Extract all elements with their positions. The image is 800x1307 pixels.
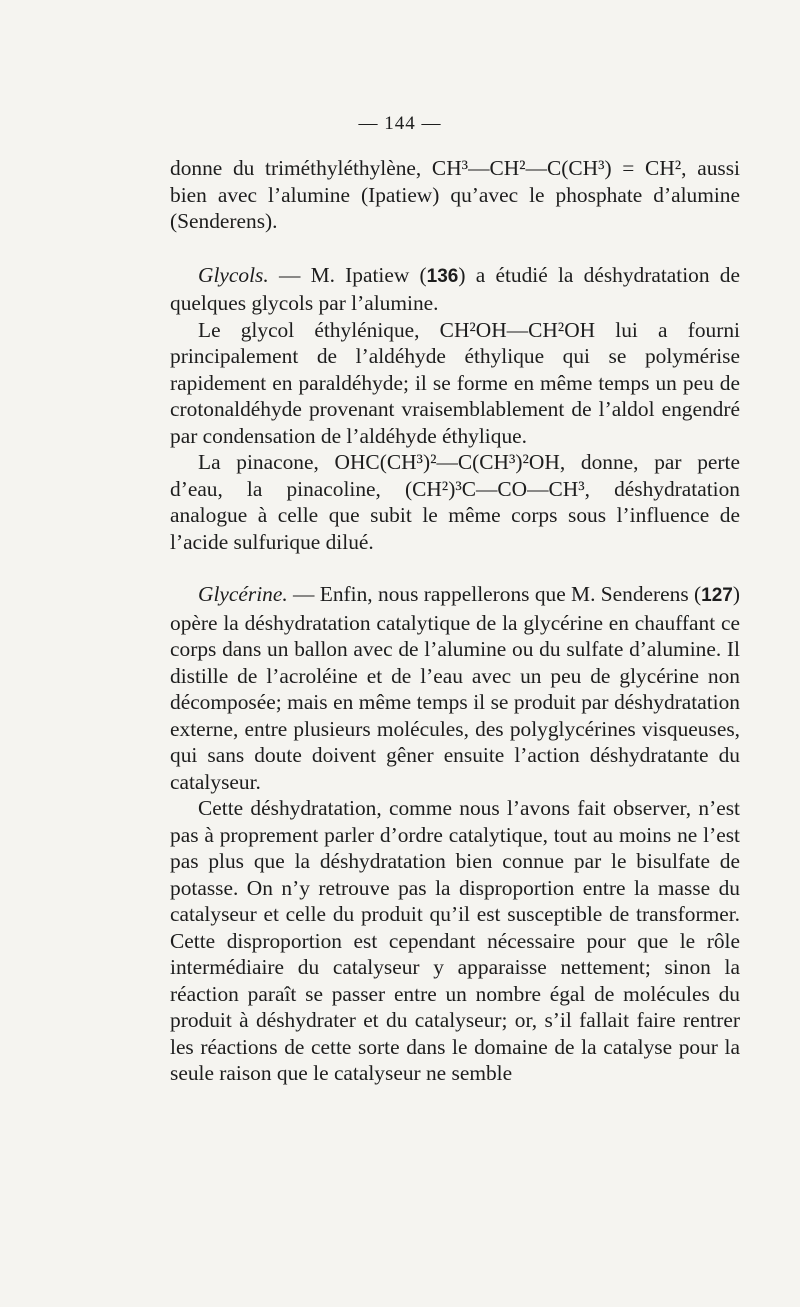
paragraph-glycol-ethylenique: Le glycol éthylénique, CH²OH—CH²OH lui a fourni principalement de l’aldéhyde éthylique qui se polymérise rapidement en paraldéhyde; il se forme en même temps un peu de crotonaldéhyde provenant vraisemblablement de l’aldol engendré par condensation de l’aldéhyde éthylique. bbox=[170, 317, 740, 448]
paragraph-pinacone: La pinacone, OHC(CH³)²—C(CH³)²OH, donne, par perte d’eau, la pinacoline, (CH²)³C—CO—CH³, déshydratation analogue à celle que subit le même corps sous l’influence de l’acide sulfurique dilué. bbox=[170, 450, 740, 554]
paragraph-deshydratation: Cette déshydratation, comme nous l’avons fait observer, n’est pas à proprement parler d’ordre catalytique, tout au moins ne l’est pas plus que la déshydratation bien connue par le bisulfate de potasse. On n’y retrouve pas la disproportion entre la masse du catalyseur et celle du produit qu’il est susceptible de transformer. Cette disproportion est cependant nécessaire pour que le rôle intermédiaire du catalyseur y apparaisse nettement; sinon la réaction paraît se passer entre un nombre égal de molécules du produit à déshydrater et du catalyseur; or, s’il fallait faire rentrer les réactions de cette sorte dans le domaine de la catalyse pour la seule raison que le catalyseur ne semble bbox=[170, 796, 740, 1085]
paragraph-continuation: donne du triméthyléthylène, CH³—CH²—C(CH³) = CH², aussi bien avec l’alumine (Ipatiew) qu’avec le phosphate d’alumine (Senderens). bbox=[170, 156, 740, 233]
glycols-text-a: — M. Ipatiew ( bbox=[268, 262, 427, 287]
glycerine-text-b: ) opère la déshydratation catalytique de la glycérine en chauffant ce corps dans un ballon avec de l’alumine ou du sulfate d’alumine. Il distille de l’acroléine et de l’eau avec un peu de glycérine non décomposée; mais en même temps il se produit par déshydratation externe, entre plusieurs molécules, des polyglycérines visqueuses, qui sans doute doivent gêner ensuite l’action déshydratante du catalyseur. bbox=[170, 582, 740, 794]
section-heading-glycerine: Glycérine. bbox=[198, 582, 288, 606]
reference-number: 127 bbox=[701, 585, 733, 606]
paragraph-glycols bbox=[170, 262, 740, 317]
page-number: — 144 — bbox=[358, 113, 442, 134]
paragraph-glycerine bbox=[170, 581, 740, 795]
section-heading-glycols: Glycols. bbox=[198, 262, 269, 287]
section-spacer bbox=[170, 555, 740, 581]
glycols-text-b: ) a étudié la déshydratation de quelques glycols par l’alumine. bbox=[170, 262, 740, 315]
body-text bbox=[170, 155, 740, 1087]
section-spacer bbox=[170, 235, 740, 262]
reference-number: 136 bbox=[426, 265, 459, 287]
glycerine-text-a: — Enfin, nous rappellerons que M. Senderens ( bbox=[287, 582, 702, 606]
